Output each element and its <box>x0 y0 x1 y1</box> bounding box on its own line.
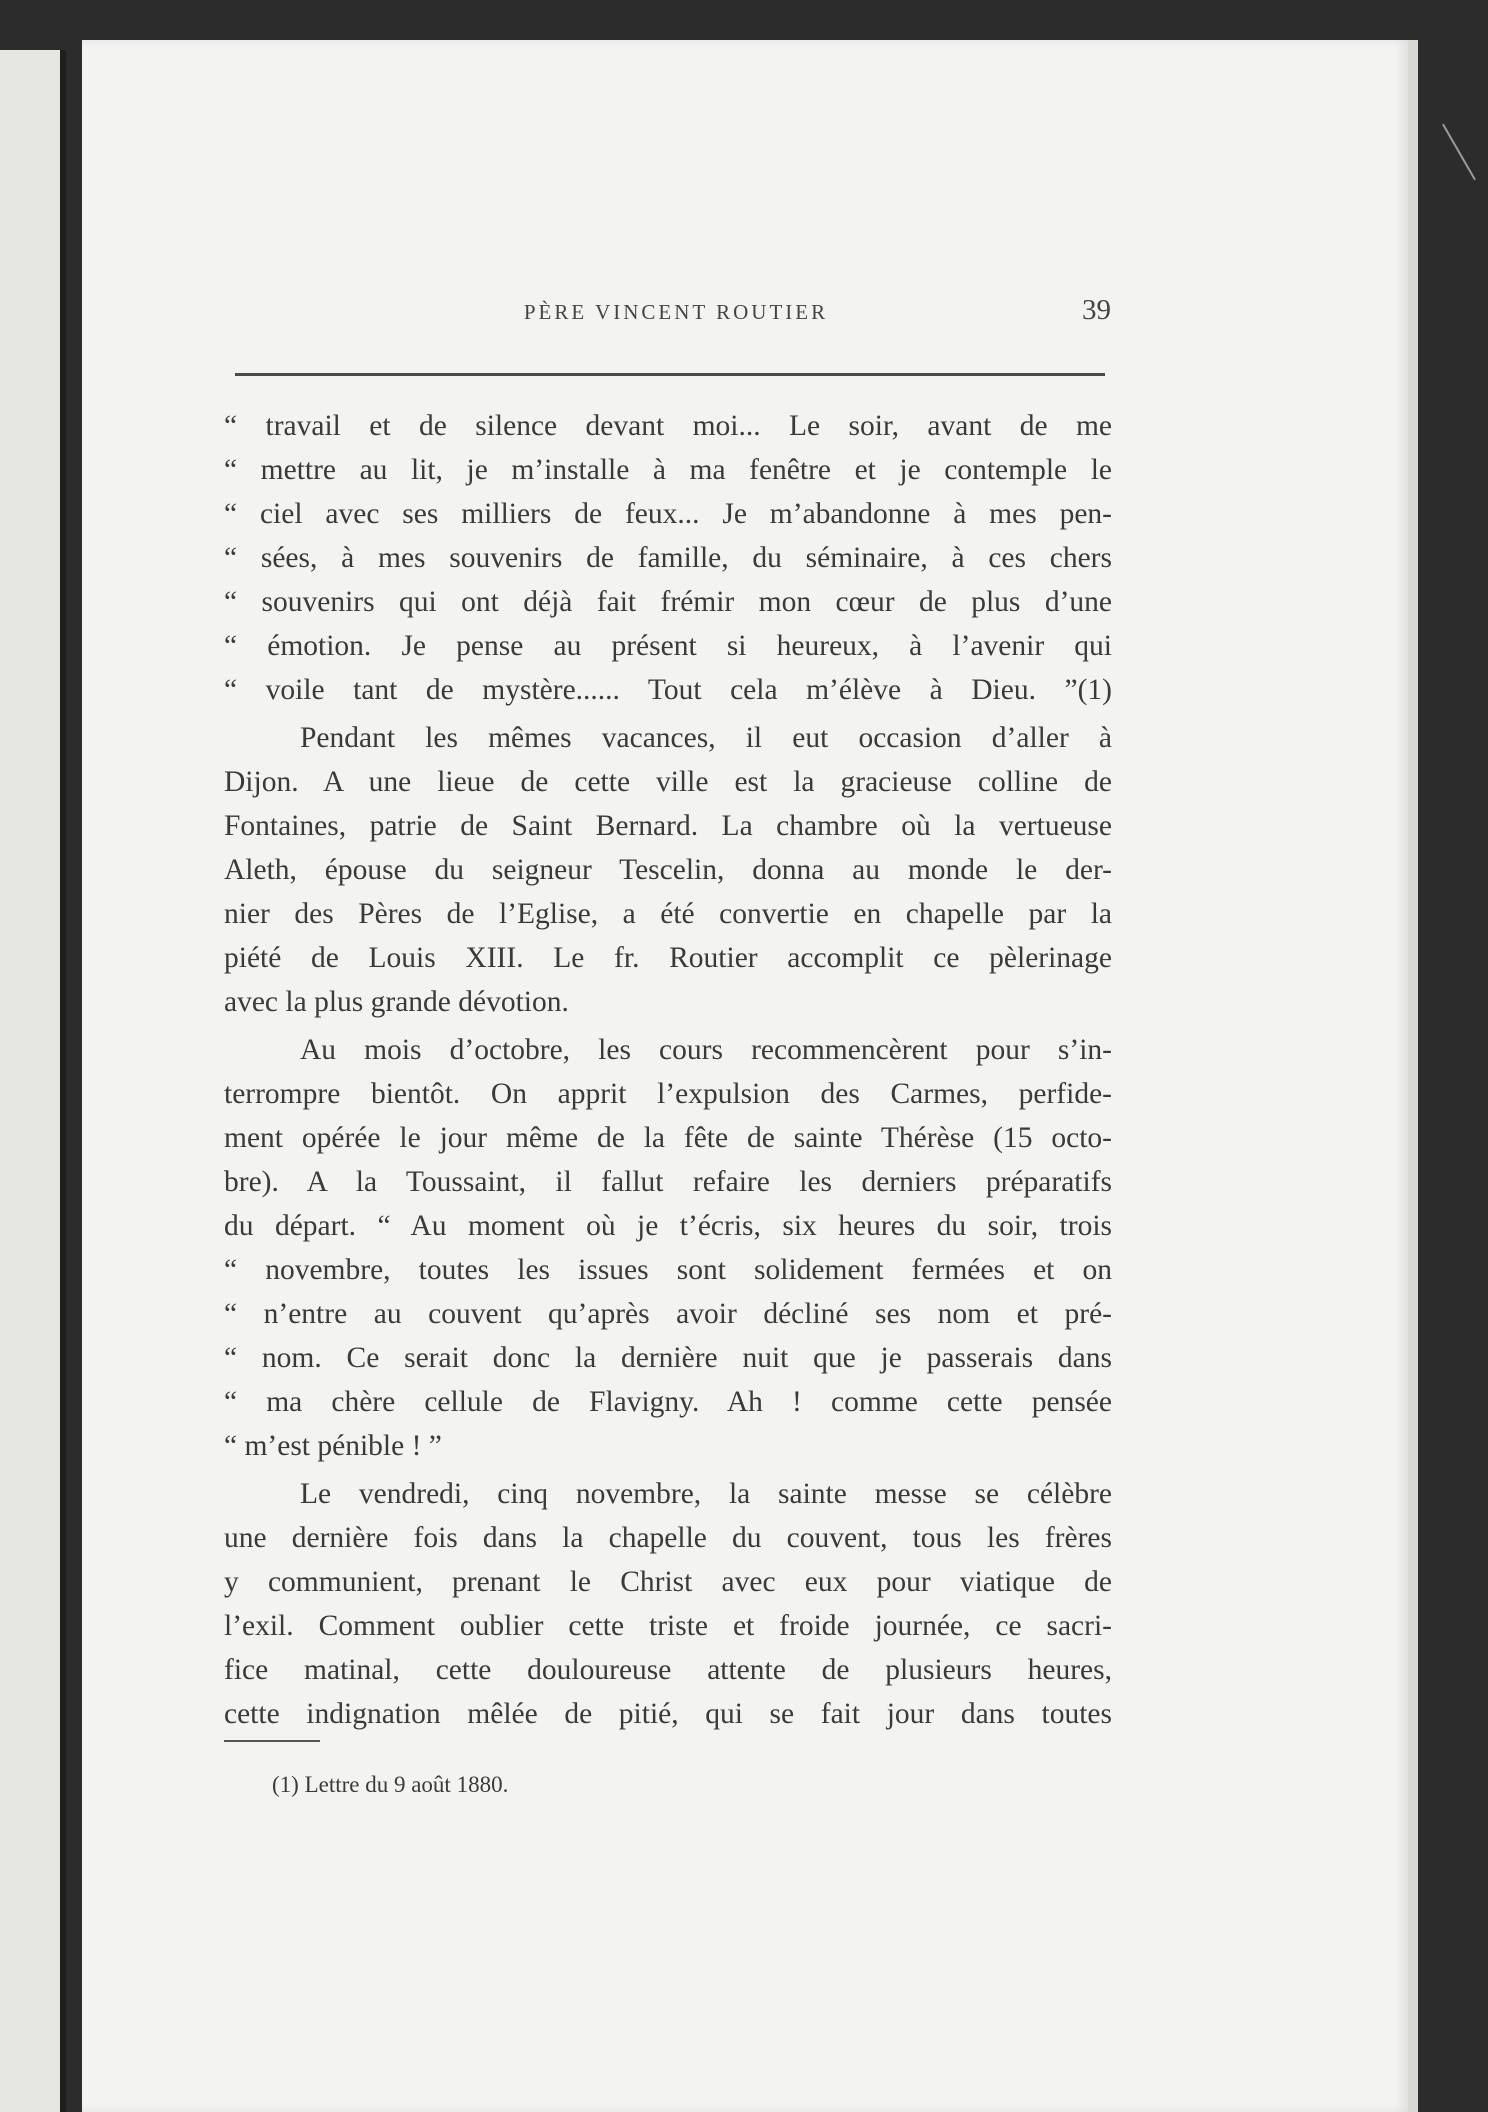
text-line: du départ. “ Au moment où je t’écris, six heures du soir, trois <box>224 1210 1112 1242</box>
text-line: cette indignation mêlée de pitié, qui se fait jour dans toutes <box>224 1698 1112 1730</box>
running-head <box>235 294 1117 334</box>
adjacent-page-edge <box>0 50 66 2112</box>
text-line: “ novembre, toutes les issues sont solidement fermées et on <box>224 1254 1112 1286</box>
body-text <box>224 404 1112 1736</box>
text-line: fice matinal, cette douloureuse attente de plusieurs heures, <box>224 1654 1112 1686</box>
text-line: “ ciel avec ses milliers de feux... Je m’abandonne à mes pen- <box>224 498 1112 530</box>
text-line: l’exil. Comment oublier cette triste et froide journée, ce sacri- <box>224 1610 1112 1642</box>
text-line: “ voile tant de mystère...... Tout cela m’élève à Dieu. ”(1) <box>224 674 1112 706</box>
text-line: piété de Louis XIII. Le fr. Routier accomplit ce pèlerinage <box>224 942 1112 974</box>
running-title: PÈRE VINCENT ROUTIER <box>523 300 829 324</box>
text-line: Aleth, épouse du seigneur Tescelin, donna au monde le der- <box>224 854 1112 886</box>
text-line: “ émotion. Je pense au présent si heureux, à l’avenir qui <box>224 630 1112 662</box>
footnote-rule <box>224 1740 320 1742</box>
text-line: Fontaines, patrie de Saint Bernard. La chambre où la vertueuse <box>224 810 1112 842</box>
header-rule <box>235 373 1105 376</box>
text-line: Au mois d’octobre, les cours recommencèrent pour s’in- <box>300 1034 1112 1066</box>
text-line: “ mettre au lit, je m’installe à ma fenêtre et je contemple le <box>224 454 1112 486</box>
footnote: (1) Lettre du 9 août 1880. <box>272 1772 509 1797</box>
text-line: une dernière fois dans la chapelle du couvent, tous les frères <box>224 1522 1112 1554</box>
text-line: “ nom. Ce serait donc la dernière nuit que je passerais dans <box>224 1342 1112 1374</box>
text-line: nier des Pères de l’Eglise, a été convertie en chapelle par la <box>224 898 1112 930</box>
scan-artifact-mark <box>1442 124 1476 180</box>
text-line: bre). A la Toussaint, il fallut refaire les derniers préparatifs <box>224 1166 1112 1198</box>
text-line: Pendant les mêmes vacances, il eut occasion d’aller à <box>300 722 1112 754</box>
text-line: avec la plus grande dévotion. <box>224 986 569 1018</box>
text-line: Le vendredi, cinq novembre, la sainte messe se célèbre <box>300 1478 1112 1510</box>
text-line: “ sées, à mes souvenirs de famille, du séminaire, à ces chers <box>224 542 1112 574</box>
text-line: “ souvenirs qui ont déjà fait frémir mon cœur de plus d’une <box>224 586 1112 618</box>
text-line: “ n’entre au couvent qu’après avoir décliné ses nom et pré- <box>224 1298 1112 1330</box>
text-line: y communient, prenant le Christ avec eux pour viatique de <box>224 1566 1112 1598</box>
text-line: “ ma chère cellule de Flavigny. Ah ! comme cette pensée <box>224 1386 1112 1418</box>
text-line: Dijon. A une lieue de cette ville est la gracieuse colline de <box>224 766 1112 798</box>
text-line: ment opérée le jour même de la fête de sainte Thérèse (15 octo- <box>224 1122 1112 1154</box>
text-line: “ m’est pénible ! ” <box>224 1430 442 1462</box>
page-edge-shadow <box>1408 40 1418 2112</box>
text-line: terrompre bientôt. On apprit l’expulsion des Carmes, perfide- <box>224 1078 1112 1110</box>
text-line: “ travail et de silence devant moi... Le soir, avant de me <box>224 410 1112 442</box>
page-number: 39 <box>1082 294 1111 326</box>
